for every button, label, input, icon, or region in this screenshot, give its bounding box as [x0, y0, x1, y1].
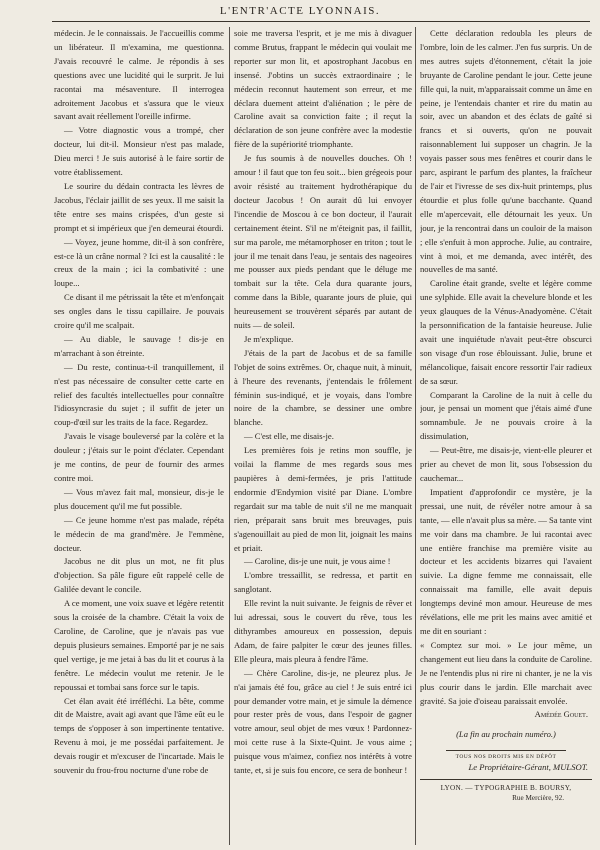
- column-divider: [229, 27, 230, 845]
- paragraph: — C'est elle, me disais-je.: [244, 431, 334, 442]
- paragraph: — Vous m'avez fait mal, monsieur, dis-je le plus doucement qu'il me fut possible.: [54, 486, 224, 511]
- paragraph: — Du reste, continua-t-il tranquillement, il n'est pas nécessaire de consulter cette carte en relief des facultés intellectuelles pour connaître l'idiosyncrasie du sujet ; il suffit de jeter un coup-d'œil sur les traits de la face. Regardez.: [54, 361, 224, 428]
- paragraph: — Peut-être, me disais-je, vient-elle pleurer et prier au chevet de mon lit, sous l'obsession du cauchemar...: [420, 445, 592, 483]
- paragraph: médecin. Je le connaissais. Je l'accueillis comme un libérateur. Il m'examina, me questionna. J'avais recouvré le calme. Je répondis à ses questions avec une lucidité qui le surprit. Je lui racontai ma mésaventure. Il interrogea adroitement Jacobus et s'assura que le vieux savant avait réellement l'oreille infirme.: [54, 28, 224, 122]
- paragraph: soie me traversa l'esprit, et je me mis à divaguer comme Brutus, frappant le médecin qui voulait me reporter sur mon lit, et apostrophant Jacobus en insensé. J'obtins un succès extraordinaire ; le médecin reconnut hautement son erreur, et me déclara duement atteint d'aliénation ; le père de Caroline avait sa conviction faite ; il reçut la déclaration de son jeune confrère avec la modestie fière de la supériorité triomphante.: [234, 28, 412, 150]
- paragraph: — Caroline, dis-je une nuit, je vous aime !: [244, 556, 391, 567]
- text-column-2: [234, 27, 412, 843]
- paragraph: — Au diable, le sauvage ! dis-je en m'arrachant à son étreinte.: [54, 333, 224, 358]
- paragraph: Comparant la Caroline de la nuit à celle du jour, je pensai un moment que j'étais aimé d'une somnambule. Je ne pouvais croire à la dissimulation,: [420, 389, 592, 442]
- text-column-3: [420, 27, 592, 843]
- printer-address: Rue Mercière, 92.: [512, 794, 564, 803]
- paragraph: — Chère Caroline, dis-je, ne pleurez plus. Je n'ai jamais été fou, grâce au ciel ! Je suis entré ici pour demander votre main, et je simule la démence pour rester près de vous, dans l'espoir de gagner votre amour, seul objet de mes vœux ! Pardonnez-moi cette ruse à la Sixte-Quint. Je vous aime ; puisque vous m'aimez, confiez nos intérêts à votre tante, et, si je suis fou encore, ce sera de bonheur !: [234, 667, 412, 776]
- paragraph: Caroline était grande, svelte et légère comme une sylphide. Elle avait la chevelure blonde et les yeux glauques de la Vénus-Anadyomène. C'était la personnification de la fantaisie heureuse. Julie avait une inquiétude n'avait peut-être obscurci son visage d'un rose éblouissant. Julie, brune et mélancolique, faisait encore ressortir l'air radieux de sa sœur.: [420, 278, 592, 386]
- paragraph: — Voyez, jeune homme, dit-il à son confrère, est-ce là un crâne normal ? Ici est la causalité : le creux de la main ; ici la combativité : une loupe...: [54, 236, 224, 289]
- printer-line: LYON. — TYPOGRAPHIE B. BOURSY,: [440, 784, 572, 793]
- page-running-head: L'ENTR'ACTE LYONNAIS.: [219, 5, 381, 17]
- text-column-1: [54, 27, 224, 843]
- paragraph: Elle revint la nuit suivante. Je feignis de rêver et lui adressai, sous le couvert du rêve, tous les dithyrambes amoureux en possession, depuis Adam, de faire palpiter le cœur des jeunes filles. Elle pleura, mais pleura à fendre l'âme.: [234, 598, 412, 664]
- header-rule: [52, 21, 590, 22]
- paragraph: J'étais de la part de Jacobus et de sa famille l'objet de soins extrêmes. Or, chaque nuit, à minuit, à l'heure des revenants, j'entendais le frôlement féminin sus-indiqué, et je voyais, dans l'ombre noire de la chambre, se dessiner une ombre blanche.: [234, 347, 412, 428]
- author-signature: Amédée Gouet.: [534, 709, 588, 720]
- paragraph: Ce disant il me pétrissait la tête et m'enfonçait ses ongles dans le tissu capillaire. Je pouvais croire qu'il me scalpait.: [54, 292, 224, 331]
- paragraph: Cet élan avait été irréfléchi. La bête, comme dit de Maistre, avait agi avant que l'âme eût eu le temps de s'opposer à son impertinente tentative. Revenu à moi, je me possédai parfaitement. Je devais rougir et m'excuser de l'incartade. Mais le souvenir du frou-frou nocturne d'une robe de: [54, 695, 224, 776]
- rights-notice: TOUS NOS DROITS MIS EN DÉPÔT: [455, 754, 557, 761]
- paragraph: « Comptez sur moi. » Le jour même, un changement eut lieu dans la conduite de Caroline. Je ne l'entendis plus ni rire ni chanter, je ne la vis plus courir dans le jardin. Elle marchait avec gravité. Sa joie d'oiseau paraissait envolée.: [420, 639, 592, 706]
- paragraph: Jacobus ne dit plus un mot, ne fit plus d'objection. Sa pâle figure eût rappelé celle de Galilée devant le concile.: [54, 556, 224, 595]
- paragraph: Je m'explique.: [244, 333, 294, 344]
- paragraph: — Ce jeune homme n'est pas malade, répéta le médecin de ma grand'mère. Je l'emmène, docteur.: [54, 514, 224, 553]
- paragraph: L'ombre tressaillit, se redressa, et partit en sanglotant.: [234, 570, 412, 595]
- paragraph: Cette déclaration redoubla les pleurs de l'ombre, loin de les calmer. J'en fus surpris. Un de mes autres sujets d'étonnement, c'était la joie bruyante de Caroline pendant le jour. Cette jeune fille qui, la nuit, m'apparaissait comme un âme en peine, je l'entendais chanter et rire du matin au soir, avec un abandon et des éclats de gaîté si francs et si ouverts, qu'on ne pouvait raisonnablement lui supposer un chagrin. Je la voyais passer sous mes fenêtres et courir dans le parc, aspirant le parfum des plantes, la fraîcheur de l'air et l'ivresse de ses dix-huit printemps, plus étourdie et plus folle qu'une bacchante. Quand elle m'apercevait, elle détournait les yeux. Un jour, je la rencontrai dans un couloir de la maison ; elle s'enfuit à mon approche. Julie, au contraire, vint à moi, et me demanda, avec intérêt, des nouvelles de ma santé.: [420, 28, 592, 275]
- paragraph: Les premières fois je retins mon souffle, je voilai la flamme de mes regards sous mes paupières à demi-fermées, je pris l'attitude endormie d'Endymion visité par Diane. L'ombre regardait sur ma table de nuit s'il ne me manquait rien, préparait sans bruit mes breuvages, puis s'agenouillait au pied de mon lit, joignait les mains et priait.: [234, 445, 412, 553]
- paragraph: A ce moment, une voix suave et légère retentit sous la croisée de la chambre. C'était la voix de Caroline, de Caroline, que je n'avais pas vue depuis plusieurs semaines. Emporté par je ne sais quel vertige, je me jetai à bas du lit et courus à la fenêtre. Le médecin voulut me retenir. Je le repoussai et tombai sans force sur le tapis.: [54, 598, 224, 692]
- column-divider: [415, 27, 416, 845]
- paragraph: J'avais le visage bouleversé par la colère et la douleur ; j'étais sur le point d'éclater. Cependant je me contins, de peur de fournir des armes contre moi.: [54, 431, 224, 483]
- separator-rule: [420, 779, 592, 780]
- paragraph: Je fus soumis à de nouvelles douches. Oh ! amour ! il faut que ton feu soit... bien grégeois pour avoir résisté au traitement hydrothérapique du docteur Jacobus ! On aurait dû lui envoyer l'incendie de Moscou à ce bon docteur, il l'aurait certainement éteint. S'il ne m'éteignit pas, il faillit, sur ma parole, me métamorphoser en triton ; tout le jour il me tenait dans l'eau, je sentais des nageoires me pousser aux pieds pendant que le déluge me tombait sur la tête. Cela dura quarante jours, comme dans la Bible, quarante jours de pluie, qui heureusement se trouvèrent séparés par autant de nuits — de soleil.: [234, 153, 412, 331]
- separator-rule: [446, 750, 566, 751]
- owner-line: Le Propriétaire-Gérant, MULSOT.: [468, 762, 588, 773]
- paragraph: Impatient d'approfondir ce mystère, je la pressai, une nuit, de révéler notre amour à sa tante, — elle n'avait plus sa mère. — Sa tante vint me voir dans ma chambre. Je lui racontai avec une entière franchise ma première visite au docteur et les accidents bizarres qui l'avaient suivie. La digne femme me connaissait, elle connaissait ma famille, elle avait depuis longtemps deviné mon amour. Heureuse de mes révélations, elle me prit les mains avec amitié et me dit en souriant :: [420, 486, 592, 636]
- paragraph: Le sourire du dédain contracta les lèvres de Jacobus, l'éclair jaillit de ses yeux. Il me saisit la tête entre ses mains crispées, d'un geste si prompt et si impérieux que j'en demeurai étourdi.: [54, 180, 224, 233]
- continued-note: (La fin au prochain numéro.): [456, 729, 556, 740]
- paragraph: — Votre diagnostic vous a trompé, cher docteur, lui dit-il. Monsieur n'est pas malade, Dieu merci ! Je suis autorisé à le faire sortir de votre établissement.: [54, 125, 224, 178]
